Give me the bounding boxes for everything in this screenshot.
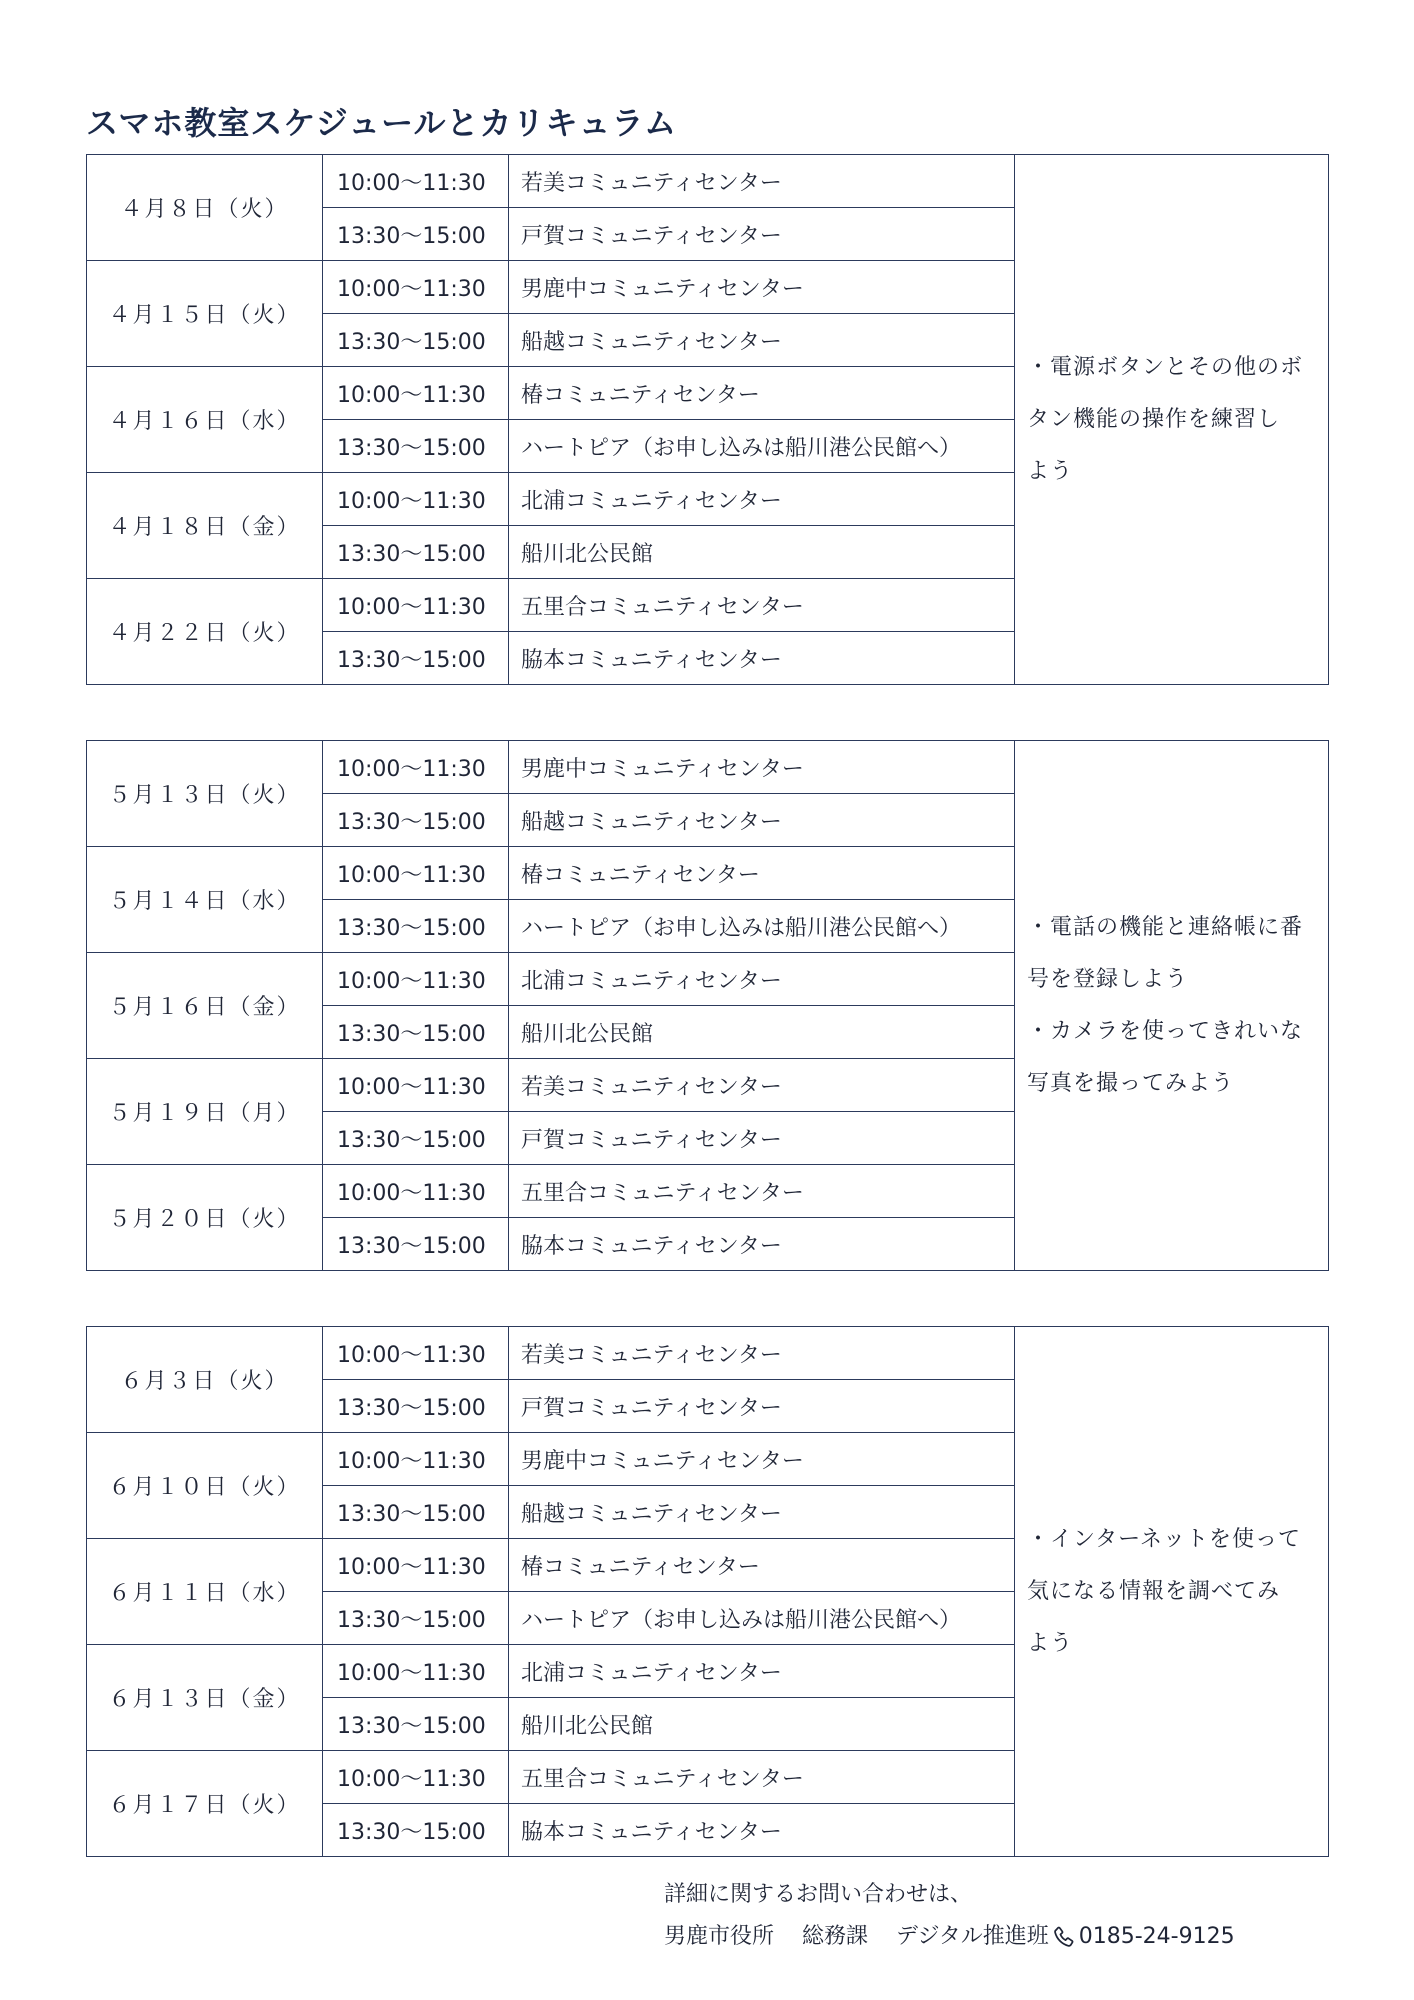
session-date: ４月１６日（水） bbox=[87, 367, 323, 473]
table-row bbox=[87, 155, 1329, 208]
session-time: 10:00～11:30 bbox=[323, 367, 509, 420]
session-time: 13:30～15:00 bbox=[323, 1218, 509, 1271]
session-time: 10:00～11:30 bbox=[323, 579, 509, 632]
session-venue: 船川北公民館 bbox=[509, 1006, 1015, 1059]
session-date: ６月３日（火） bbox=[87, 1327, 323, 1433]
session-venue: 椿コミュニティセンター bbox=[509, 1539, 1015, 1592]
session-venue: 五里合コミュニティセンター bbox=[509, 1165, 1015, 1218]
session-venue: 戸賀コミュニティセンター bbox=[509, 1112, 1015, 1165]
session-time: 13:30～15:00 bbox=[323, 794, 509, 847]
curriculum-line: よう bbox=[1027, 1630, 1074, 1656]
session-time: 13:30～15:00 bbox=[323, 632, 509, 685]
contact-office: 男鹿市役所 bbox=[664, 1924, 775, 1949]
session-time: 10:00～11:30 bbox=[323, 1751, 509, 1804]
session-venue: 脇本コミュニティセンター bbox=[509, 1804, 1015, 1857]
session-venue: 男鹿中コミュニティセンター bbox=[509, 741, 1015, 794]
session-date: ６月１７日（火） bbox=[87, 1751, 323, 1857]
session-venue: 若美コミュニティセンター bbox=[509, 155, 1015, 208]
session-venue: 若美コミュニティセンター bbox=[509, 1327, 1015, 1380]
session-venue: 五里合コミュニティセンター bbox=[509, 1751, 1015, 1804]
session-time: 13:30～15:00 bbox=[323, 1006, 509, 1059]
session-venue: 船越コミュニティセンター bbox=[509, 794, 1015, 847]
curriculum-cell bbox=[1015, 741, 1329, 1271]
session-time: 13:30～15:00 bbox=[323, 526, 509, 579]
session-venue: 戸賀コミュニティセンター bbox=[509, 1380, 1015, 1433]
session-venue: 脇本コミュニティセンター bbox=[509, 1218, 1015, 1271]
session-venue: 船越コミュニティセンター bbox=[509, 1486, 1015, 1539]
curriculum-cell bbox=[1015, 155, 1329, 685]
contact-intro bbox=[664, 1874, 1235, 1916]
session-time: 13:30～15:00 bbox=[323, 1380, 509, 1433]
session-time: 13:30～15:00 bbox=[323, 314, 509, 367]
session-time: 10:00～11:30 bbox=[323, 741, 509, 794]
curriculum-line: ・カメラを使ってきれいな bbox=[1027, 1018, 1304, 1044]
session-time: 10:00～11:30 bbox=[323, 1059, 509, 1112]
session-venue: 北浦コミュニティセンター bbox=[509, 473, 1015, 526]
session-venue: 脇本コミュニティセンター bbox=[509, 632, 1015, 685]
page-title: スマホ教室スケジュールとカリキュラム bbox=[86, 104, 678, 142]
phone-icon bbox=[1051, 1924, 1077, 1950]
curriculum-line: ・電話の機能と連絡帳に番 bbox=[1027, 914, 1304, 940]
session-venue: 五里合コミュニティセンター bbox=[509, 579, 1015, 632]
session-date: ５月１３日（火） bbox=[87, 741, 323, 847]
session-venue: 北浦コミュニティセンター bbox=[509, 953, 1015, 1006]
session-time: 13:30～15:00 bbox=[323, 1112, 509, 1165]
session-venue: 椿コミュニティセンター bbox=[509, 847, 1015, 900]
session-venue: 椿コミュニティセンター bbox=[509, 367, 1015, 420]
session-date: ５月１４日（水） bbox=[87, 847, 323, 953]
session-venue: ハートピア（お申し込みは船川港公民館へ） bbox=[509, 420, 1015, 473]
contact-info bbox=[664, 1874, 1235, 1958]
session-time: 10:00～11:30 bbox=[323, 1433, 509, 1486]
session-time: 10:00～11:30 bbox=[323, 953, 509, 1006]
schedule-table-june bbox=[86, 1326, 1329, 1857]
session-venue: 北浦コミュニティセンター bbox=[509, 1645, 1015, 1698]
curriculum-cell bbox=[1015, 1327, 1329, 1857]
contact-team: デジタル推進班 bbox=[896, 1924, 1049, 1949]
curriculum-line: よう bbox=[1027, 458, 1074, 484]
session-venue: 船越コミュニティセンター bbox=[509, 314, 1015, 367]
session-date: ４月２２日（火） bbox=[87, 579, 323, 685]
curriculum-line: ・電源ボタンとその他のボ bbox=[1027, 354, 1304, 380]
session-date: ６月１３日（金） bbox=[87, 1645, 323, 1751]
session-time: 13:30～15:00 bbox=[323, 900, 509, 953]
curriculum-line: 気になる情報を調べてみ bbox=[1027, 1578, 1281, 1604]
session-time: 13:30～15:00 bbox=[323, 1486, 509, 1539]
curriculum-line: 号を登録しよう bbox=[1027, 966, 1189, 992]
curriculum-line: 写真を撮ってみよう bbox=[1027, 1070, 1235, 1096]
session-time: 10:00～11:30 bbox=[323, 155, 509, 208]
contact-phone: 0185-24-9125 bbox=[1078, 1924, 1235, 1949]
session-time: 13:30～15:00 bbox=[323, 208, 509, 261]
session-date: ５月１６日（金） bbox=[87, 953, 323, 1059]
session-date: ４月１８日（金） bbox=[87, 473, 323, 579]
contact-department: 総務課 bbox=[802, 1924, 869, 1949]
contact-intro-text: 詳細に関するお問い合わせは、 bbox=[664, 1882, 973, 1907]
session-time: 13:30～15:00 bbox=[323, 1804, 509, 1857]
session-time: 13:30～15:00 bbox=[323, 1698, 509, 1751]
session-venue: 男鹿中コミュニティセンター bbox=[509, 1433, 1015, 1486]
schedule-table-may bbox=[86, 740, 1329, 1271]
session-time: 10:00～11:30 bbox=[323, 1165, 509, 1218]
session-time: 10:00～11:30 bbox=[323, 473, 509, 526]
session-venue: 戸賀コミュニティセンター bbox=[509, 208, 1015, 261]
session-venue: 船川北公民館 bbox=[509, 1698, 1015, 1751]
session-time: 10:00～11:30 bbox=[323, 847, 509, 900]
schedule-table-april bbox=[86, 154, 1329, 685]
table-row bbox=[87, 741, 1329, 794]
session-date: ４月１５日（火） bbox=[87, 261, 323, 367]
session-venue: 船川北公民館 bbox=[509, 526, 1015, 579]
session-date: ５月１９日（月） bbox=[87, 1059, 323, 1165]
session-venue: 男鹿中コミュニティセンター bbox=[509, 261, 1015, 314]
session-venue: 若美コミュニティセンター bbox=[509, 1059, 1015, 1112]
session-venue: ハートピア（お申し込みは船川港公民館へ） bbox=[509, 900, 1015, 953]
session-time: 10:00～11:30 bbox=[323, 1327, 509, 1380]
session-time: 10:00～11:30 bbox=[323, 1645, 509, 1698]
curriculum-line: タン機能の操作を練習し bbox=[1027, 406, 1281, 432]
contact-details bbox=[664, 1916, 1235, 1958]
session-date: ５月２０日（火） bbox=[87, 1165, 323, 1271]
session-time: 13:30～15:00 bbox=[323, 420, 509, 473]
session-date: ６月１０日（火） bbox=[87, 1433, 323, 1539]
session-time: 13:30～15:00 bbox=[323, 1592, 509, 1645]
session-time: 10:00～11:30 bbox=[323, 261, 509, 314]
table-row bbox=[87, 1327, 1329, 1380]
session-date: ６月１１日（水） bbox=[87, 1539, 323, 1645]
session-date: ４月８日（火） bbox=[87, 155, 323, 261]
session-venue: ハートピア（お申し込みは船川港公民館へ） bbox=[509, 1592, 1015, 1645]
curriculum-line: ・インターネットを使って bbox=[1027, 1526, 1302, 1552]
session-time: 10:00～11:30 bbox=[323, 1539, 509, 1592]
